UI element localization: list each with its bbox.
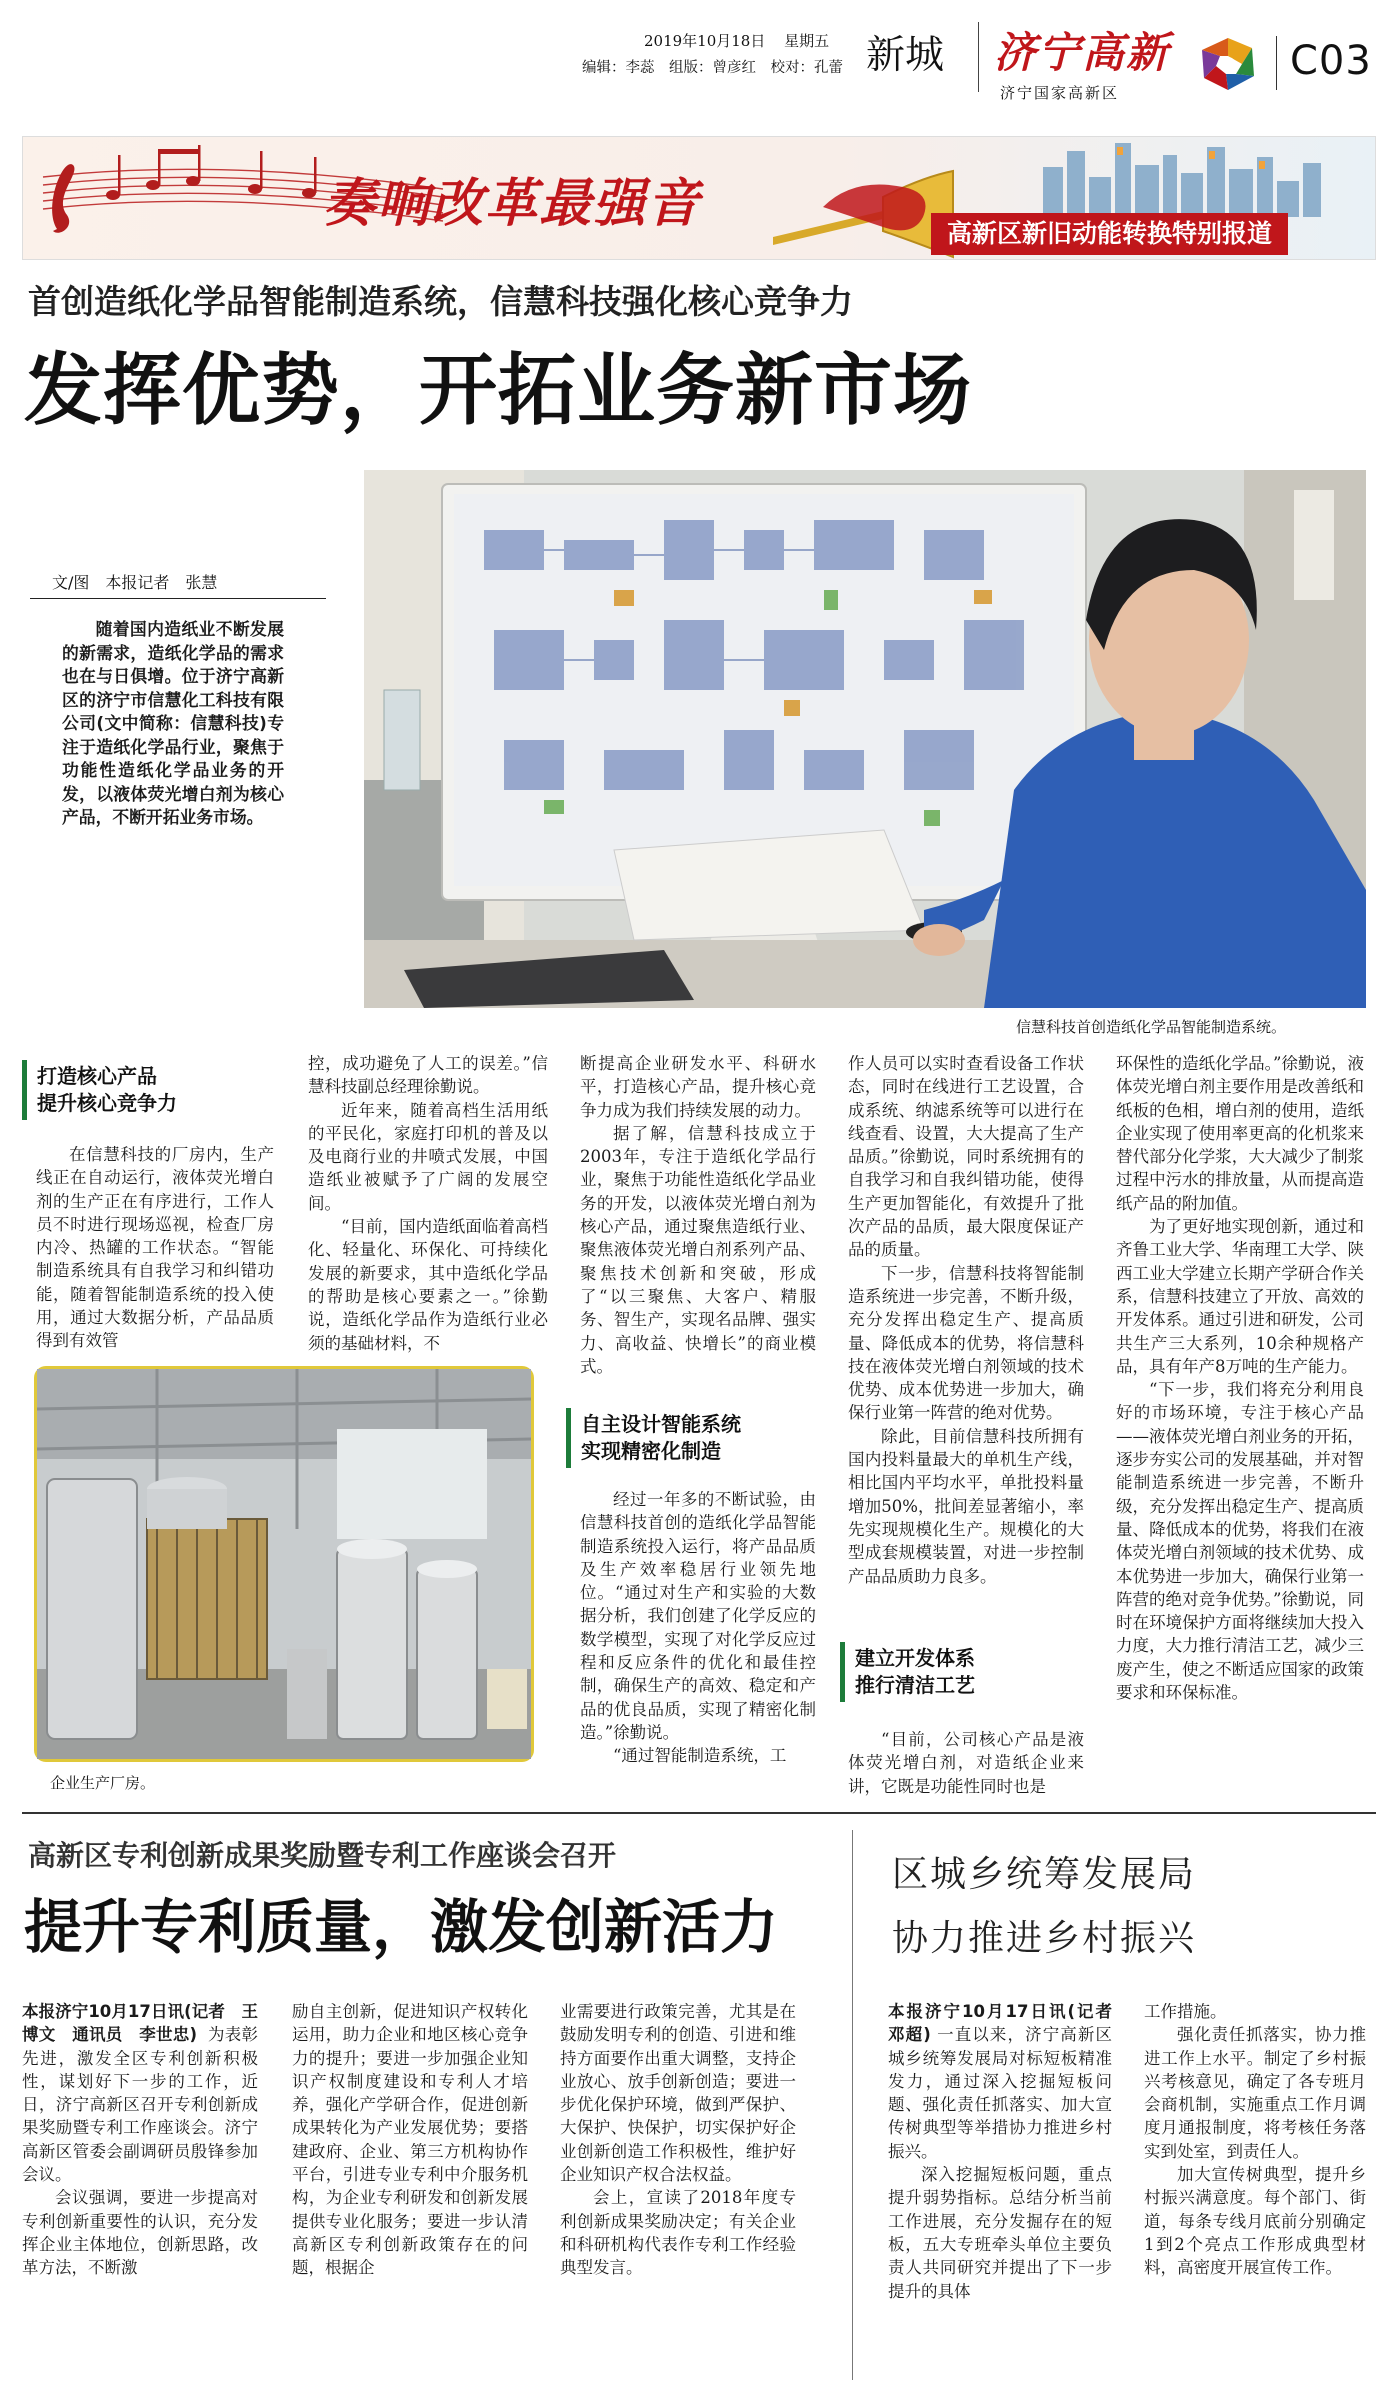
article1-col2	[308, 1052, 548, 1355]
paragraph: 下一步，信慧科技将智能制造系统进一步完善，不断升级，充分发挥出稳定生产、提高质量、降低成本的优势，将信慧科技在液体荧光增白剂领域的技术优势、成本优势进一步加大，确保行业第一阵营的绝对优势。	[848, 1263, 1084, 1423]
paragraph: 会上，宣读了2018年度专利创新成果奖励决定；有关企业和科研机构代表作专利工作经验典型发言。	[560, 2188, 796, 2278]
byline-rule	[30, 598, 326, 599]
subhead-line: 自主设计智能系统	[581, 1412, 741, 1436]
paragraph: “通过智能制造系统，工	[613, 1746, 787, 1766]
city-skyline-icon	[1033, 137, 1353, 217]
paragraph: 控，成功避免了人工的误差。”信慧科技副总经理徐勤说。	[308, 1054, 548, 1097]
paragraph: “目前，国内造纸面临着高档化、轻量化、环保化、可持续化发展的新要求，其中造纸化学品的帮助是核心要素之一。”徐勤说，造纸化学品作为造纸行业必须的基础材料，不	[308, 1217, 548, 1353]
article3-headline-1: 区城乡统筹发展局	[892, 1854, 1197, 1895]
staff-line: 编辑：李蕊 组版：曾彦红 校对：孔蕾	[582, 60, 843, 76]
banner-slogan: 奏响改革最强音	[323, 173, 702, 234]
article3-headline-2: 协力推进乡村振兴	[892, 1918, 1197, 1959]
paragraph: 深入挖掘短板问题，重点提升弱势指标。总结分析当前工作进展，充分发掘存在的短板，五大专班牵头单位主要负责人共同研究并提出了下一步提升的具体	[888, 2165, 1112, 2301]
paragraph: 在信慧科技的厂房内，生产线正在自动运行，液体荧光增白剂的生产正在有序进行，工作人员不时进行现场巡视，检查厂房内冷、热罐的工作状态。“智能制造系统具有自我学习和纠错功能，随着智能制造系统的投入使用，通过大数据分析，产品品质得到有效管	[36, 1145, 274, 1351]
weekday-text: 星期五	[784, 32, 830, 50]
paragraph: 断提高企业研发水平、科研水平，打造核心产品，提升核心竞争力成为我们持续发展的动力。	[580, 1054, 816, 1120]
paragraph: 会议强调，要进一步提高对专利创新重要性的认识，充分发挥企业主体地位，创新思路，改革方法，不断激	[22, 2188, 258, 2278]
article1-col4-end	[848, 1728, 1084, 1800]
page-number: C03	[1290, 38, 1372, 84]
paragraph: 加大宣传树典型，提升乡村振兴满意度。每个部门、街道，每条专线月底前分别确定1到2个亮点工作形成典型材料，高密度开展宣传工作。	[1144, 2165, 1366, 2278]
article1-kicker: 首创造纸化学品智能制造系统，信慧科技强化核心竞争力	[28, 282, 853, 321]
paragraph: 经过一年多的不断试验，由信慧科技首创的造纸化学品智能制造系统投入运行，将产品品质及生产效率稳居行业领先地位。“通过对生产和实验的大数据分析，我们创建了化学反应的数学模型，实现了对化学反应过程和反应条件的优化和最佳控制，确保生产的高效、稳定和产品的优良品质，实现了精密化制造。”徐勤说。	[580, 1490, 816, 1742]
article1-headline: 发挥优势，开拓业务新市场	[24, 346, 973, 436]
subhead-line: 打造核心产品	[37, 1064, 157, 1088]
masthead-divider-2	[1276, 36, 1277, 90]
masthead-divider-1	[978, 22, 979, 92]
paragraph: “下一步，我们将充分利用良好的市场环境，专注于核心产品——液体荧光增白剂业务的开拓，逐步夯实公司的发展基础，并对智能制造系统进一步完善，不断升级，充分发挥出稳定生产、提高质量、降低成本的优势，将我们在液体荧光增白剂领域的技术优势、成本优势进一步加大，确保行业第一阵营的绝对竞争优势。”徐勤说，同时在环境保护方面将继续加大投入力度，大力推行清洁工艺，减少三废产生，使之不断适应国家的政策要求和环保标准。	[1116, 1380, 1364, 1703]
paragraph: 业需要进行政策完善，尤其是在鼓励发明专利的创造、引进和维持方面要作出重大调整，支持企业放心、放手创新创造；要进一步优化保护环境，做到严保护、大保护、快保护，切实保护好企业创新创造工作积极性，维护好企业知识产权合法权益。	[560, 2002, 796, 2185]
subhead-line: 建立开发体系	[855, 1646, 975, 1670]
paragraph: 工作措施。	[1144, 2002, 1227, 2021]
article1-col5	[1116, 1052, 1364, 1800]
article1-col1	[36, 1143, 274, 1357]
article2-col3	[560, 2000, 796, 2384]
paragraph: 作人员可以实时查看设备工作状态，同时在线进行工艺设置，合成系统、纳滤系统等可以进行在线查看、设置，大大提高了生产品质。”徐勤说，同时系统拥有的自我学习和自我纠错功能，使得生产更加智能化，有效提升了批次产品的品质，最大限度保证产品的质量。	[848, 1054, 1084, 1260]
paragraph: 环保性的造纸化学品。”徐勤说，液体荧光增白剂主要作用是改善纸和纸板的色相，增白剂的使用，造纸企业实现了使用率更高的化机浆来替代部分化学浆，大大减少了制浆过程中污水的排放量，从而提高造纸产品的附加值。	[1116, 1054, 1364, 1213]
issue-date	[644, 30, 829, 51]
article1-col4	[848, 1052, 1084, 1636]
paper-subtitle: 济宁国家高新区	[1000, 84, 1120, 102]
article1-lead	[62, 618, 284, 830]
lead-paragraph: 随着国内造纸业不断发展的新需求，造纸化学品的需求也在与日俱增。位于济宁高新区的济宁市信慧化工科技有限公司(文中简称：信慧科技)专注于造纸化学品行业，聚焦于功能性造纸化学品业务的开发，以液体荧光增白剂为核心产品，不断开拓业务市场。	[62, 619, 284, 827]
paragraph: 近年来，随着高档生活用纸的平民化，家庭打印机的普及以及电商行业的井喷式发展，中国造纸业被赋予了广阔的发展空间。	[308, 1100, 548, 1213]
paragraph: 励自主创新，促进知识产权转化运用，助力企业和地区核心竞争力的提升；要进一步加强企业知识产权制度建设和专利人才培养，强化产学研合作，促进创新成果转化为产业发展优势；要搭建政府、企业、第三方机构协作平台，引进专业专利中介服务机构，为企业专利研发和创新发展提供专业化服务；要进一步认清高新区专利创新政策存在的问题，根据企	[292, 2002, 528, 2278]
paragraph: 为了更好地实现创新，通过和齐鲁工业大学、华南理工大学、陕西工业大学建立长期产学研合作关系，信慧科技建立了开放、高效的开发体系。通过引进和研发，公司共生产三大系列，10余种规格产品，具有年产8万吨的生产能力。	[1116, 1217, 1364, 1376]
masthead	[0, 0, 1394, 125]
paragraph: 强化责任抓落实，协力推进工作上水平。制定了乡村振兴考核意见，确定了各专班月会商机制，实施重点工作月调度月通报制度，将考核任务落实到处室，到责任人。	[1144, 2025, 1366, 2161]
photo-factory	[34, 1366, 534, 1762]
photo2-caption: 企业生产厂房。	[50, 1774, 156, 1792]
section-divider	[22, 1812, 1376, 1814]
paragraph: 为表彰先进，激发全区专利创新积极性，谋划好下一步的工作，近日，济宁高新区召开专利创新成果奖励暨专利工作座谈会。济宁高新区管委会副调研员殷锋参加会议。	[22, 2025, 258, 2185]
paper-name: 济宁高新	[994, 28, 1171, 77]
article2-col2	[292, 2000, 528, 2384]
banner-tag: 高新区新旧动能转换特别报道	[931, 213, 1288, 255]
article1-byline: 文/图 本报记者 张慧	[52, 573, 218, 592]
banner	[22, 136, 1376, 260]
photo1-caption: 信慧科技首创造纸化学品智能制造系统。	[1016, 1018, 1287, 1036]
subhead-core-product	[22, 1060, 266, 1120]
article3-col1	[888, 2000, 1129, 2384]
paragraph: 一直以来，济宁高新区城乡统筹发展局对标短板精准发力，通过深入挖掘短板问题、强化责任抓落实、加大宣传树典型等举措协力推进乡村振兴。	[888, 2025, 1113, 2161]
article2-kicker: 高新区专利创新成果奖励暨专利工作座谈会召开	[28, 1839, 617, 1872]
paragraph: 据了解，信慧科技成立于2003年，专注于造纸化学品行业，聚焦于功能性造纸化学品业务的开发，以液体荧光增白剂为核心产品，通过聚焦造纸行业、聚焦液体荧光增白剂系列产品、聚焦技术创新和突破，形成了“以三聚焦、大客户、精服务、智生产，实现名品牌、强实力、高收益、快增长”的商业模式。	[580, 1123, 816, 1376]
paragraph: “目前，公司核心产品是液体荧光增白剂，对造纸企业来讲，它既是功能性同时也是	[848, 1730, 1084, 1796]
subhead-smart-system	[566, 1408, 816, 1468]
article3-col2	[1144, 2000, 1366, 2384]
subhead-line: 提升核心竞争力	[37, 1091, 177, 1115]
article3-dateline: 本报济宁10月17日讯(记者 邓超)	[888, 2002, 1129, 2045]
article2-headline: 提升专利质量，激发创新活力	[24, 1893, 779, 1961]
logo-icon	[1198, 34, 1258, 94]
article2-col1	[22, 2000, 258, 2384]
date-text: 2019年10月18日	[644, 32, 766, 50]
article2-dateline: 本报济宁10月17日讯(记者 王博文 通讯员 李世忠)	[22, 2002, 258, 2045]
subhead-line: 推行清洁工艺	[855, 1673, 975, 1697]
subhead-dev-system	[840, 1642, 1084, 1702]
section-name: 新城	[866, 33, 945, 78]
article1-col3	[580, 1052, 816, 1380]
photo-computer-control	[364, 470, 1366, 1008]
paragraph: 除此，目前信慧科技所拥有国内投料量最大的单机生产线，相比国内平均水平，单批投料量增加50%，批间差显著缩小，率先实现规模化生产。规模化的大型成套规模装置，对进一步控制产品品质助力良多。	[848, 1426, 1084, 1586]
article1-col3-cont	[580, 1488, 816, 1768]
article3-divider	[852, 1830, 853, 2380]
subhead-line: 实现精密化制造	[581, 1439, 721, 1463]
